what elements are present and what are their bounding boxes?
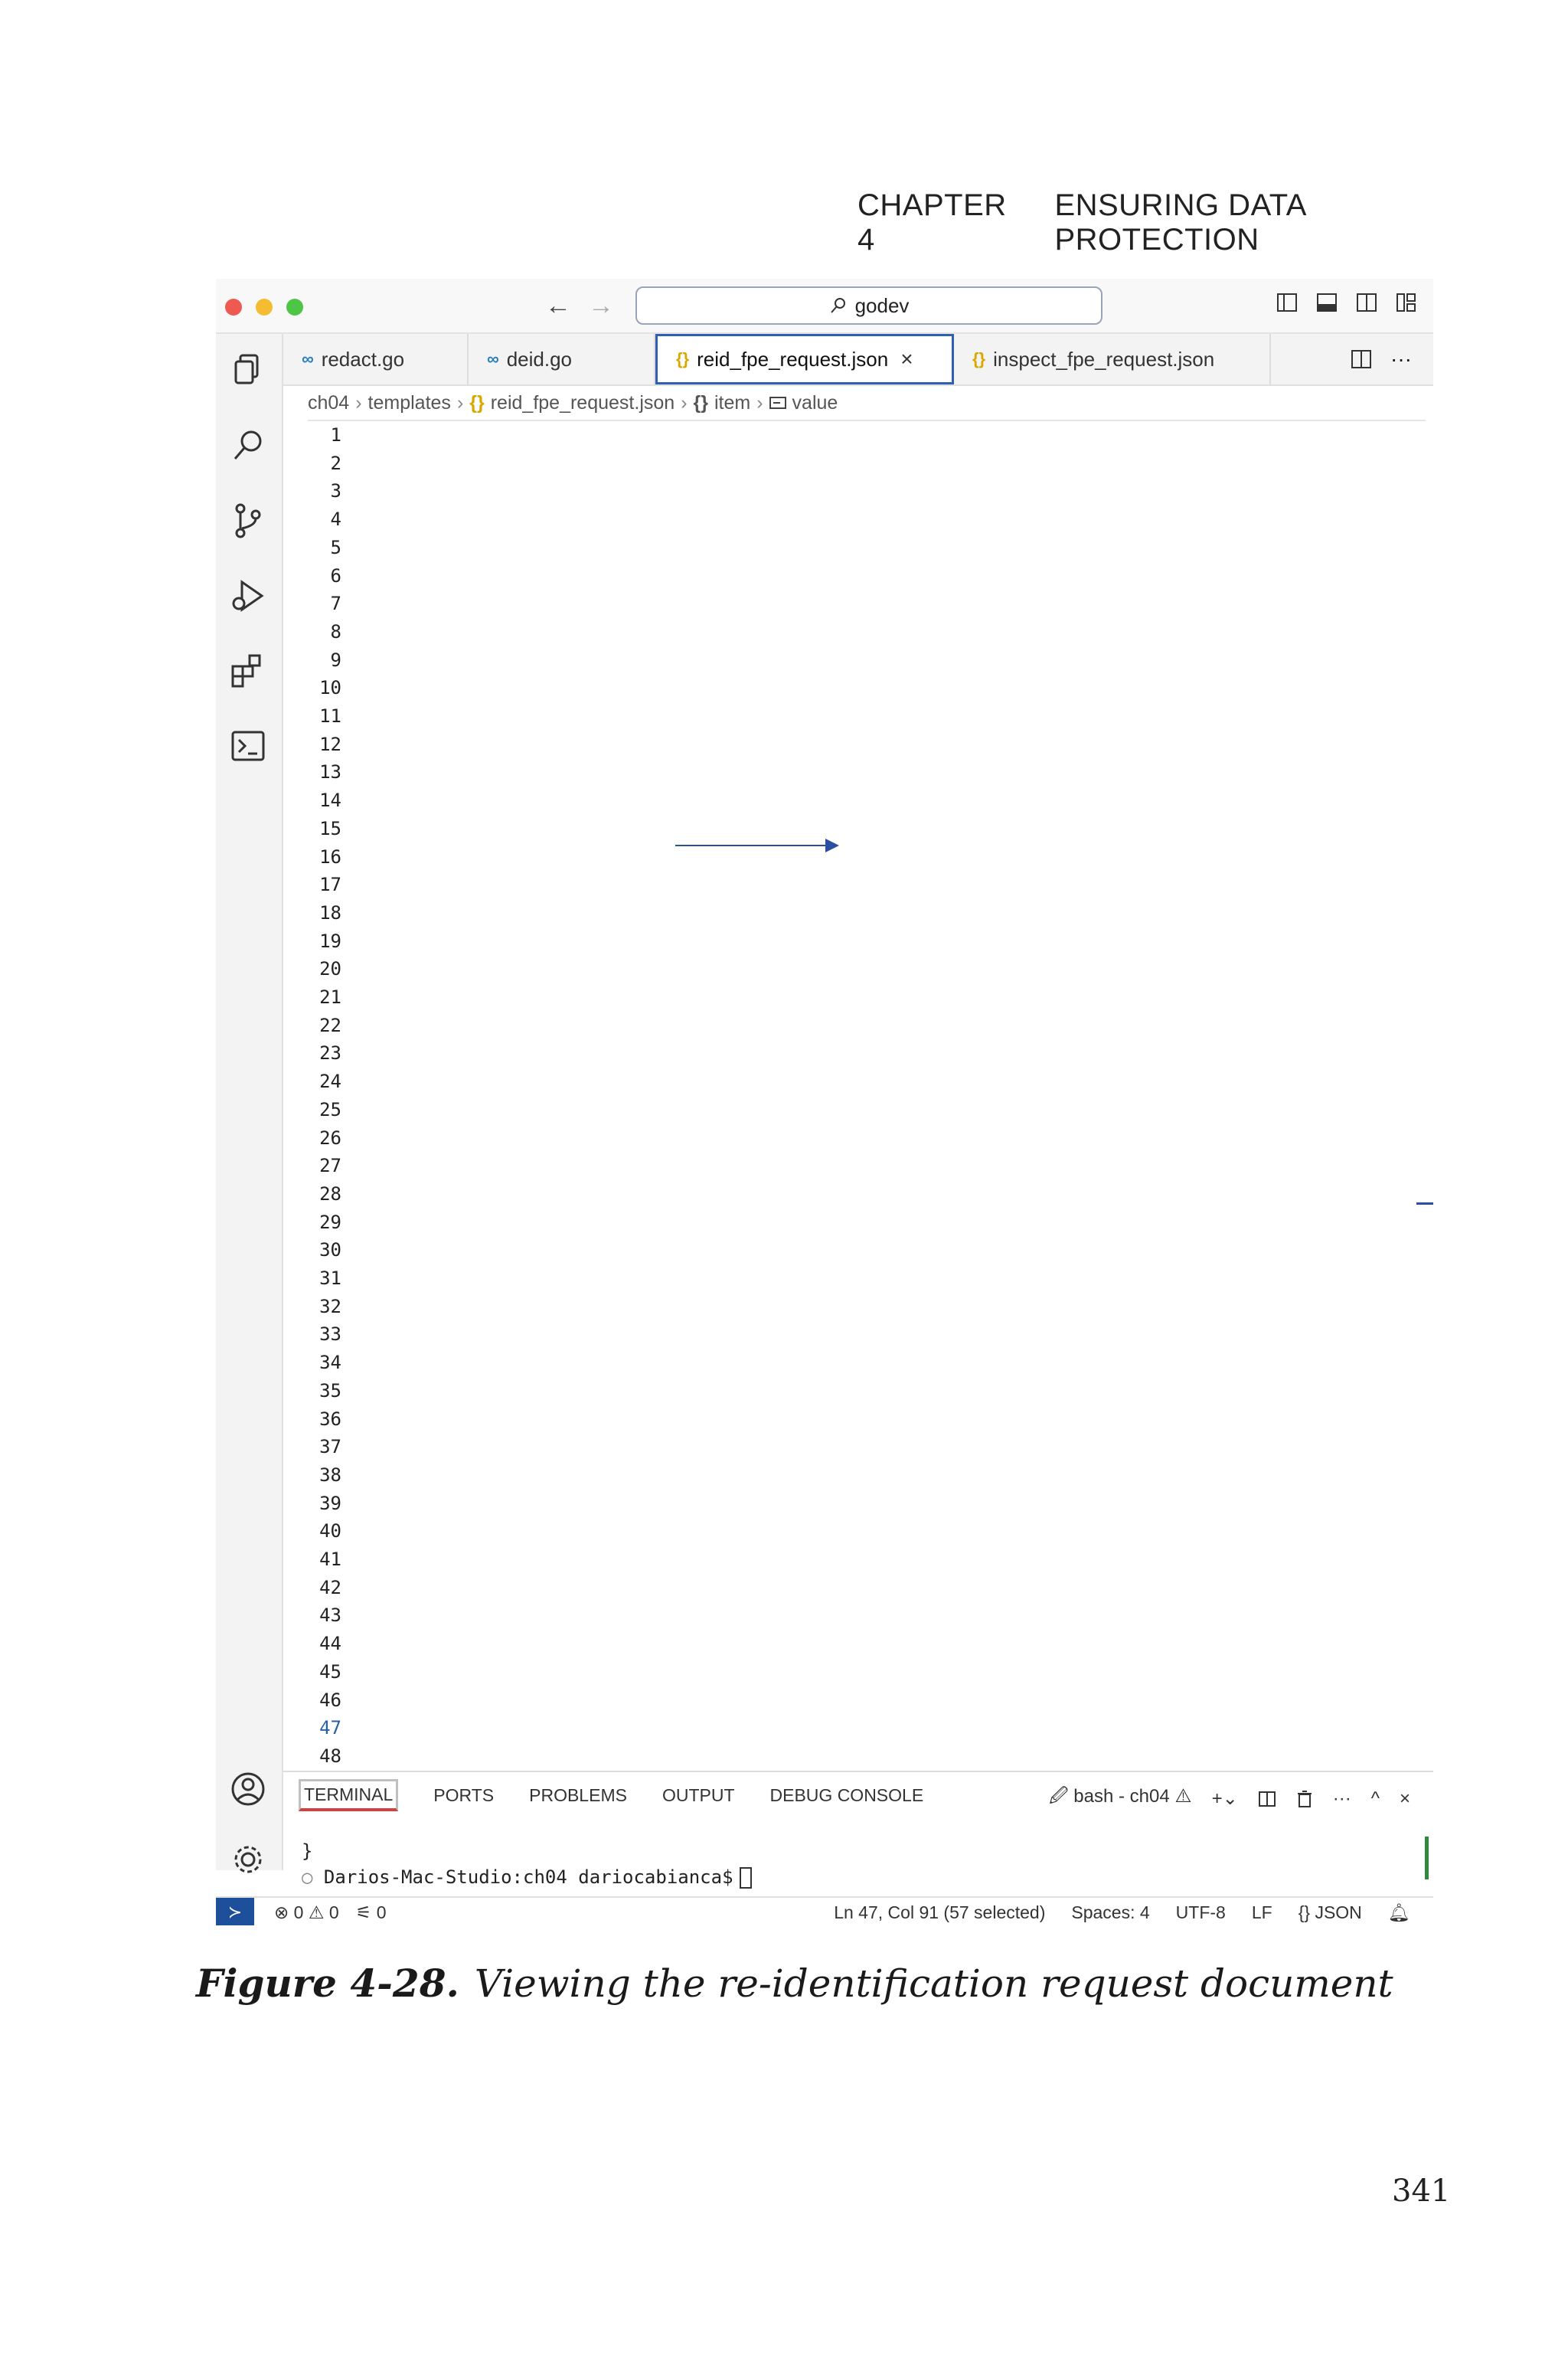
close-panel-icon[interactable]: × <box>1399 1788 1410 1809</box>
toggle-secondary-sidebar-icon[interactable] <box>1355 291 1378 314</box>
tab-terminal[interactable]: TERMINAL <box>299 1779 398 1811</box>
terminal-icon: 🖉 <box>1049 1786 1069 1807</box>
line-number: 45 <box>319 1660 341 1683</box>
line-number: 11 <box>319 705 341 727</box>
figure-caption <box>196 1961 1393 2006</box>
encoding[interactable]: UTF-8 <box>1175 1902 1226 1922</box>
close-icon[interactable]: × <box>900 347 913 371</box>
ports-count: 0 <box>376 1902 387 1922</box>
line-number: 42 <box>319 1576 341 1598</box>
more-actions-icon[interactable]: ··· <box>1390 347 1412 371</box>
cursor-position[interactable]: Ln 47, Col 91 (57 selected) <box>834 1902 1046 1922</box>
command-center-search[interactable] <box>635 286 1102 325</box>
go-file-icon: ∞ <box>302 349 314 368</box>
line-number: 43 <box>319 1604 341 1627</box>
chevron-right-icon: › <box>756 391 763 414</box>
breadcrumb <box>308 386 1426 421</box>
remote-indicator-icon[interactable]: ≻ <box>216 1898 254 1925</box>
line-number: 33 <box>319 1323 341 1346</box>
line-number: 28 <box>319 1182 341 1205</box>
terminal-output[interactable] <box>302 1838 752 1890</box>
status-right <box>834 1902 1433 1923</box>
terminal-name: bash - ch04 <box>1073 1786 1170 1807</box>
maximize-panel-icon[interactable]: ^ <box>1370 1788 1380 1809</box>
figure-text: Viewing the re-identification request document <box>474 1961 1393 2006</box>
forward-arrow-icon[interactable]: → <box>588 291 614 320</box>
customize-layout-icon[interactable] <box>1395 291 1418 314</box>
line-number: 1 <box>330 424 341 446</box>
tab-label: reid_fpe_request.json <box>697 347 889 371</box>
line-number: 30 <box>319 1239 341 1261</box>
trash-icon[interactable] <box>1296 1790 1313 1808</box>
go-file-icon: ∞ <box>487 349 499 368</box>
line-number: 40 <box>319 1520 341 1542</box>
line-number: 41 <box>319 1549 341 1570</box>
line-number: 36 <box>319 1408 341 1430</box>
problems-indicator[interactable] <box>274 1902 339 1923</box>
line-number: 9 <box>330 649 341 671</box>
error-icon: ⊗ <box>274 1902 289 1922</box>
status-bar <box>216 1896 1433 1925</box>
terminal-shell-selector[interactable] <box>1049 1783 1192 1814</box>
prompt-circle-icon: ○ <box>302 1866 313 1888</box>
end-of-line[interactable]: LF <box>1251 1902 1272 1922</box>
braces-icon: {} <box>1298 1902 1311 1922</box>
line-number: 18 <box>319 901 341 924</box>
line-number: 46 <box>319 1689 341 1711</box>
warning-icon: ⚠ <box>1174 1786 1192 1807</box>
chapter-label: CHAPTER 4 <box>858 188 1007 257</box>
terminal-scroll-indicator <box>1425 1837 1429 1879</box>
close-window-button[interactable] <box>225 299 242 316</box>
minimize-window-button[interactable] <box>256 299 273 316</box>
search-text: godev <box>854 293 910 317</box>
line-number: 14 <box>319 790 341 812</box>
line-number: 7 <box>330 593 341 615</box>
breadcrumb-item-symbol[interactable]: item <box>714 391 751 414</box>
line-number: 10 <box>319 677 341 699</box>
json-file-icon: {} <box>972 349 986 368</box>
breadcrumb-item-symbol[interactable]: value <box>792 391 838 414</box>
split-editor-icon[interactable] <box>1351 348 1372 370</box>
chevron-right-icon: › <box>355 391 362 414</box>
source-control-icon[interactable] <box>228 501 268 541</box>
line-number: 34 <box>319 1352 341 1374</box>
tab-label: deid.go <box>506 347 572 371</box>
line-number: 21 <box>319 986 341 1008</box>
tab-ports[interactable]: PORTS <box>433 1784 495 1805</box>
accounts-icon[interactable] <box>228 1769 268 1809</box>
tab-problems[interactable]: PROBLEMS <box>529 1784 627 1805</box>
line-number: 6 <box>330 564 341 587</box>
line-number: 22 <box>319 1014 341 1036</box>
object-symbol-icon: {} <box>693 391 708 414</box>
tab-label: inspect_fpe_request.json <box>993 347 1215 371</box>
terminal-cursor <box>740 1867 752 1889</box>
broadcast-icon: ⚟ <box>355 1902 372 1922</box>
ports-indicator[interactable] <box>356 1902 387 1923</box>
search-icon <box>829 296 848 315</box>
layout-controls <box>1276 291 1418 314</box>
tab-inspect-fpe-request-json[interactable] <box>954 334 1271 384</box>
tab-deid-go[interactable] <box>469 334 655 384</box>
line-number: 26 <box>319 1127 341 1149</box>
line-number: 47 <box>319 1717 341 1739</box>
warning-count: 0 <box>328 1902 339 1922</box>
tab-redact-go[interactable] <box>283 334 469 384</box>
bottom-panel <box>283 1771 1433 1907</box>
string-symbol-icon <box>769 396 786 410</box>
line-number: 20 <box>319 958 341 980</box>
split-terminal-icon[interactable] <box>1258 1790 1276 1808</box>
chevron-right-icon: › <box>681 391 688 414</box>
line-number: 19 <box>319 930 341 952</box>
annotation-arrow-line <box>675 845 828 846</box>
line-number: 25 <box>319 1098 341 1120</box>
line-number: 24 <box>319 1071 341 1093</box>
line-number: 48 <box>319 1745 341 1767</box>
scrollbar-marker[interactable] <box>1416 1202 1433 1205</box>
line-number: 2 <box>330 452 341 474</box>
line-number: 5 <box>330 536 341 558</box>
breadcrumb-item-folder[interactable]: templates <box>368 391 451 414</box>
line-number: 35 <box>319 1379 341 1402</box>
tab-actions <box>1351 334 1433 384</box>
gear-icon[interactable] <box>228 1840 268 1879</box>
line-number: 37 <box>319 1436 341 1458</box>
toggle-primary-sidebar-icon[interactable] <box>1276 291 1298 314</box>
panel-tabs <box>299 1772 923 1818</box>
error-count: 0 <box>293 1902 304 1922</box>
line-number: 27 <box>319 1155 341 1177</box>
json-file-icon: {} <box>676 349 690 368</box>
activity-bar <box>216 334 283 1870</box>
page-number: 341 <box>1392 2174 1451 2209</box>
running-head <box>858 188 1455 257</box>
line-number: 17 <box>319 874 341 896</box>
tab-output[interactable]: OUTPUT <box>662 1784 735 1805</box>
tab-debug-console[interactable]: DEBUG CONSOLE <box>769 1784 924 1805</box>
line-number: 13 <box>319 761 341 783</box>
explorer-icon[interactable] <box>228 351 268 391</box>
line-number: 15 <box>319 817 341 839</box>
terminal-view-icon[interactable] <box>228 726 268 766</box>
line-number: 31 <box>319 1268 341 1289</box>
breadcrumb-item-folder[interactable]: ch04 <box>308 391 350 414</box>
panel-toolbar <box>1049 1783 1410 1814</box>
new-terminal-icon[interactable]: +⌄ <box>1211 1788 1238 1809</box>
title-bar <box>216 279 1433 334</box>
terminal-prompt: Darios-Mac-Studio:ch04 dariocabianca$ <box>323 1866 733 1888</box>
line-number: 38 <box>319 1464 341 1486</box>
editor-tabs <box>283 334 1433 386</box>
line-number: 23 <box>319 1042 341 1065</box>
tab-reid-fpe-request-json[interactable] <box>655 334 954 384</box>
vscode-window <box>216 279 1433 1925</box>
line-number: 32 <box>319 1295 341 1317</box>
annotation-arrow-head <box>825 839 839 852</box>
toggle-panel-icon[interactable] <box>1315 291 1338 314</box>
line-number: 3 <box>330 480 341 502</box>
indentation[interactable]: Spaces: 4 <box>1071 1902 1150 1922</box>
figure-label: Figure 4-28. <box>196 1961 459 2006</box>
chevron-right-icon: › <box>456 391 464 414</box>
line-number: 8 <box>330 620 341 643</box>
chapter-title: ENSURING DATA PROTECTION <box>1054 188 1305 257</box>
search-sidebar-icon[interactable] <box>228 426 268 466</box>
status-left <box>274 1902 386 1923</box>
line-number: 12 <box>319 733 341 755</box>
terminal-line: } <box>302 1840 313 1862</box>
notifications-bell-icon[interactable]: 🔔︎ <box>1387 1902 1410 1922</box>
language-mode[interactable] <box>1298 1902 1362 1923</box>
extensions-icon[interactable] <box>228 651 268 691</box>
tab-label: redact.go <box>321 347 405 371</box>
code-editor[interactable] <box>283 421 1433 1769</box>
maximize-window-button[interactable] <box>286 299 303 316</box>
more-icon[interactable]: ··· <box>1332 1788 1351 1809</box>
language-label: JSON <box>1315 1902 1362 1922</box>
terminal-prompt-line <box>302 1864 752 1890</box>
line-number: 4 <box>330 509 341 531</box>
warning-icon: ⚠ <box>308 1902 325 1922</box>
breadcrumb-item-file[interactable]: reid_fpe_request.json <box>490 391 675 414</box>
line-number: 29 <box>319 1211 341 1233</box>
line-number: 44 <box>319 1633 341 1655</box>
run-and-debug-icon[interactable] <box>228 576 268 616</box>
back-arrow-icon[interactable]: ← <box>545 291 571 320</box>
line-number: 16 <box>319 846 341 868</box>
line-number: 39 <box>319 1492 341 1514</box>
json-file-icon: {} <box>469 391 485 414</box>
